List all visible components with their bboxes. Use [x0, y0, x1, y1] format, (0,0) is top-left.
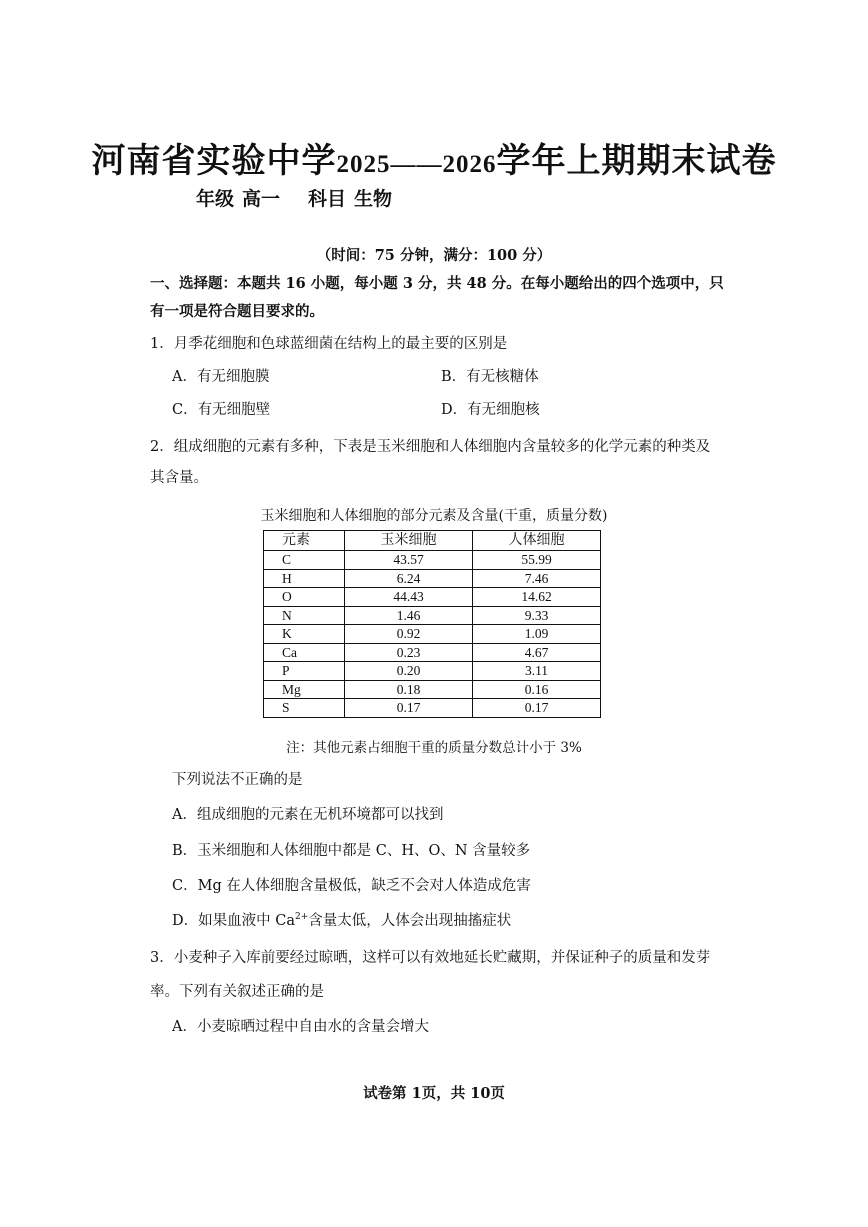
page-footer: 试卷第 1页，共 10页	[363, 1085, 505, 1102]
table-row	[264, 551, 601, 570]
table-row	[264, 662, 601, 681]
section-instructions-line2: 有一项是符合题目要求的。	[150, 303, 324, 320]
title-term: 学年上期期末试卷	[496, 141, 777, 181]
q2-option-b: B．玉米细胞和人体细胞中都是 C、H、O、N 含量较多	[172, 843, 531, 859]
corn-value: 6.24	[345, 569, 473, 588]
table-header-row	[264, 531, 601, 551]
human-value: 7.46	[473, 569, 601, 588]
q2-prompt: 下列说法不正确的是	[172, 772, 303, 788]
element-cell: H	[264, 569, 345, 588]
element-cell: O	[264, 588, 345, 607]
q1-stem: 1．月季花细胞和色球蓝细菌在结构上的最主要的区别是	[150, 336, 508, 352]
grade-subject-line	[196, 184, 400, 211]
q2-option-d-pre: D．如果血液中 Ca	[172, 913, 295, 929]
element-cell: Mg	[264, 680, 345, 699]
human-value: 1.09	[473, 625, 601, 644]
q3-stem-line2: 率。下列有关叙述正确的是	[150, 984, 324, 1000]
corn-value: 0.23	[345, 643, 473, 662]
human-value: 9.33	[473, 606, 601, 625]
corn-value: 0.18	[345, 680, 473, 699]
element-content-table	[263, 530, 601, 718]
q1-option-a: A．有无细胞膜	[172, 369, 270, 385]
table-note: 注：其他元素占细胞干重的质量分数总计小于 3%	[286, 740, 582, 756]
human-value: 55.99	[473, 551, 601, 570]
corn-value: 43.57	[345, 551, 473, 570]
q1-option-b: B．有无核糖体	[441, 369, 539, 385]
table-row	[264, 643, 601, 662]
header-element: 元素	[264, 531, 345, 551]
corn-value: 0.17	[345, 699, 473, 718]
human-value: 4.67	[473, 643, 601, 662]
q2-stem-line1: 2．组成细胞的元素有多种，下表是玉米细胞和人体细胞内含量较多的化学元素的种类及	[150, 439, 711, 455]
table-caption: 玉米细胞和人体细胞的部分元素及含量(干重，质量分数)	[260, 508, 608, 524]
q2-option-d	[172, 909, 511, 930]
element-cell: C	[264, 551, 345, 570]
human-value: 3.11	[473, 662, 601, 681]
q2-option-d-post: 含量太低，人体会出现抽搐症状	[308, 913, 512, 929]
title-school: 河南省实验中学	[91, 141, 337, 181]
corn-value: 1.46	[345, 606, 473, 625]
element-cell: P	[264, 662, 345, 681]
header-human: 人体细胞	[473, 531, 601, 551]
table-row	[264, 625, 601, 644]
grade-label: 年级	[196, 188, 235, 210]
q2-option-d-sup: 2+	[294, 912, 309, 922]
q1-option-d: D．有无细胞核	[441, 402, 540, 418]
grade-value: 高一	[242, 188, 281, 210]
table-row	[264, 569, 601, 588]
subject-value: 生物	[354, 188, 393, 210]
q2-option-c: C．Mg 在人体细胞含量极低，缺乏不会对人体造成危害	[172, 878, 531, 894]
time-score-info: （时间：75 分钟，满分：100 分）	[316, 247, 552, 264]
corn-value: 0.20	[345, 662, 473, 681]
element-cell: Ca	[264, 643, 345, 662]
exam-title	[0, 133, 868, 182]
title-year: 2025——2026	[336, 151, 497, 178]
table-row	[264, 699, 601, 718]
element-cell: K	[264, 625, 345, 644]
corn-value: 44.43	[345, 588, 473, 607]
element-cell: S	[264, 699, 345, 718]
subject-label: 科目	[308, 188, 347, 210]
table-row	[264, 588, 601, 607]
human-value: 0.16	[473, 680, 601, 699]
q2-option-a: A．组成细胞的元素在无机环境都可以找到	[172, 807, 444, 823]
q3-stem-line1: 3．小麦种子入库前要经过晾晒，这样可以有效地延长贮藏期，并保证种子的质量和发芽	[150, 950, 711, 966]
header-corn: 玉米细胞	[345, 531, 473, 551]
q3-option-a: A．小麦晾晒过程中自由水的含量会增大	[172, 1019, 429, 1035]
human-value: 0.17	[473, 699, 601, 718]
q2-stem-line2: 其含量。	[150, 470, 208, 486]
element-cell: N	[264, 606, 345, 625]
section-instructions-line1: 一、选择题：本题共 16 小题，每小题 3 分，共 48 分。在每小题给出的四个选项中，只	[150, 275, 724, 292]
corn-value: 0.92	[345, 625, 473, 644]
human-value: 14.62	[473, 588, 601, 607]
q1-option-c: C．有无细胞壁	[172, 402, 271, 418]
table-row	[264, 680, 601, 699]
table-row	[264, 606, 601, 625]
